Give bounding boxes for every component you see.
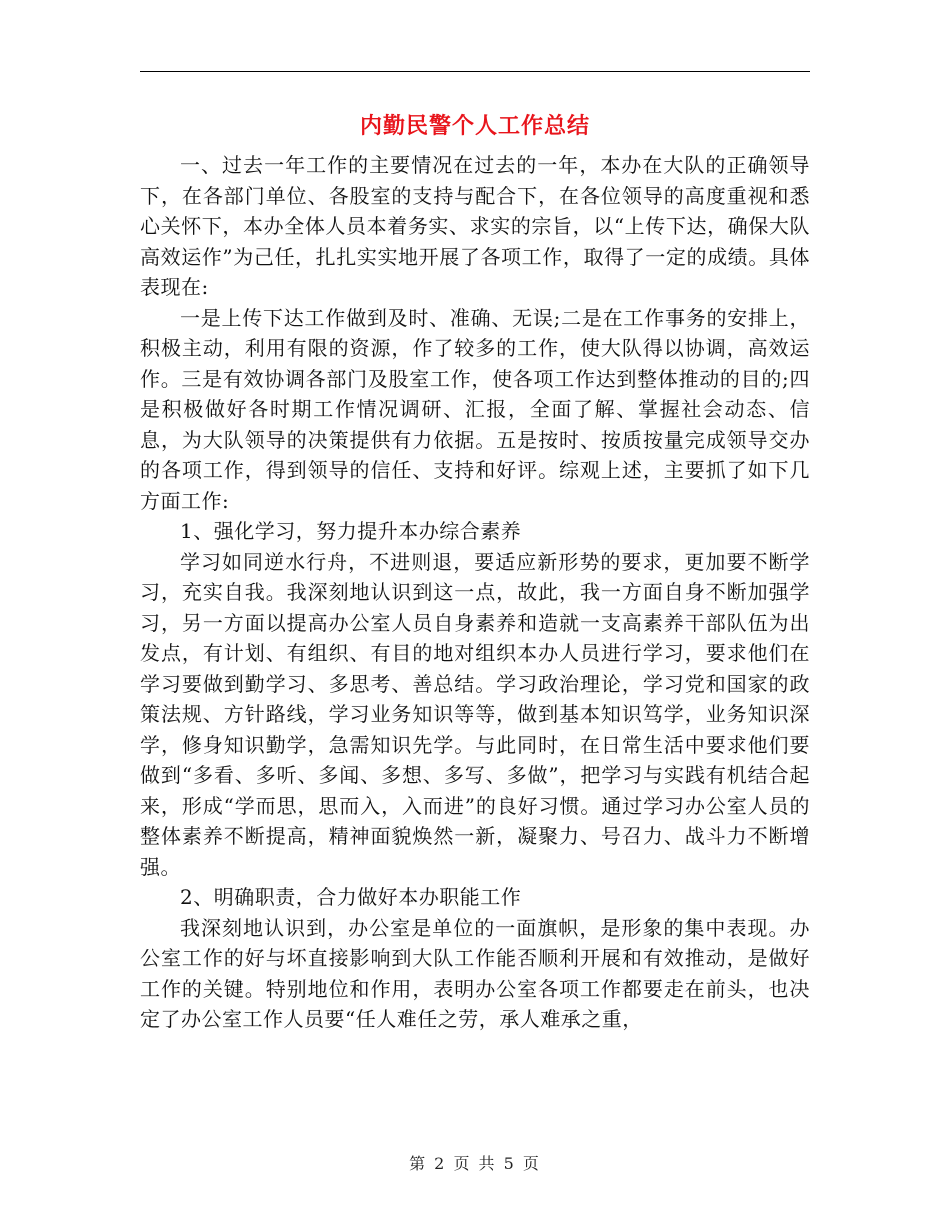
paragraph-study: 学习如同逆水行舟，不进则退，要适应新形势的要求，更加要不断学习，充实自我。我深刻地认识到这一点，故此，我一方面自身不断加强学习，另一方面以提高办公室人员自身素养和造就一支高素养干部队伍为出发点，有计划、有组织、有目的地对组织本办人员进行学习，要求他们在学习要做到勤学习、多思考、善总结。学习政治理论，学习党和国家的政策法规、方针路线，学习业务知识等等，做到基本知识笃学，业务知识深学，修身知识勤学，急需知识先学。与此同时，在日常生活中要求他们要做到“多看、多听、多闻、多想、多写、多做”，把学习与实践有机结合起来，形成“学而思，思而入，入而进”的良好习惯。通过学习办公室人员的整体素养不断提高，精神面貌焕然一新，凝聚力、号召力、战斗力不断增强。 xyxy=(140,549,810,879)
header-rule xyxy=(140,71,810,72)
document-title: 内勤民警个人工作总结 xyxy=(359,113,590,139)
paragraph-achievements: 一是上传下达工作做到及时、准确、无误;二是在工作事务的安排上，积极主动，利用有限的资源，作了较多的工作，使大队得以协调，高效运作。三是有效协调各部门及股室工作，使各项工作达到整体推动的目的;四是积极做好各时期工作情况调研、汇报，全面了解、掌握社会动态、信息，为大队领导的决策提供有力依据。五是按时、按质按量完成领导交办的各项工作，得到领导的信任、支持和好评。综观上述，主要抓了如下几方面工作: xyxy=(140,305,810,513)
section-heading-study: 1、强化学习，努力提升本办综合素养 xyxy=(180,519,522,543)
page-number-footer: 第 2 页 共 5 页 xyxy=(409,1154,541,1173)
paragraph-duties: 我深刻地认识到，办公室是单位的一面旗帜，是形象的集中表现。办公室工作的好与坏直接影响到大队工作能否顺利开展和有效推动，是做好工作的关键。特别地位和作用，表明办公室各项工作都要走在前头，也决定了办公室工作人员要“任人难任之劳，承人难承之重， xyxy=(140,915,810,1031)
document-body xyxy=(140,150,810,1035)
section-heading-duties: 2、明确职责，合力做好本办职能工作 xyxy=(180,885,522,909)
paragraph-overview: 一、过去一年工作的主要情况在过去的一年，本办在大队的正确领导下，在各部门单位、各股室的支持与配合下，在各位领导的高度重视和悉心关怀下，本办全体人员本着务实、求实的宗旨，以“上传下达，确保大队高效运作”为己任，扎扎实实地开展了各项工作，取得了一定的成绩。具体表现在: xyxy=(140,153,810,299)
